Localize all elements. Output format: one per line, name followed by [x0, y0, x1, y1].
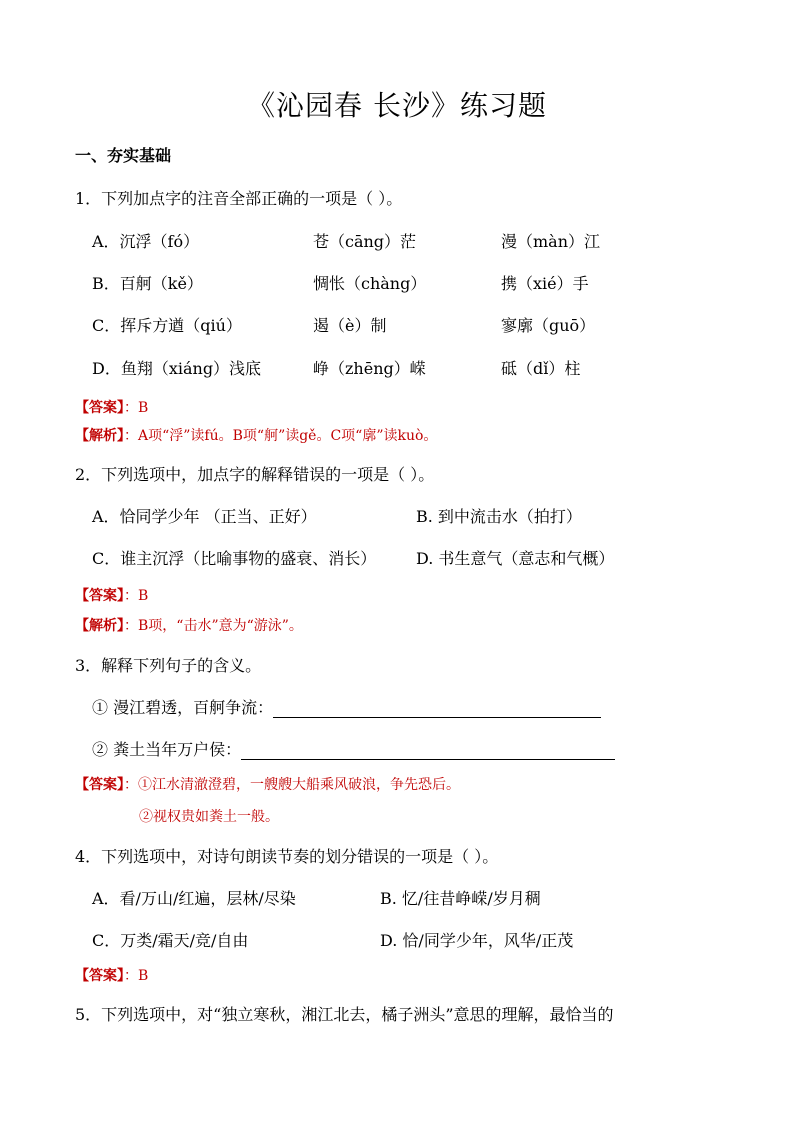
q4-option-c: C．万类/霜天/竞/自由: [92, 931, 249, 950]
analysis-text: ：B项，“击水”意为“游泳”。: [124, 618, 303, 634]
q1-option-d-3: 砥（dǐ）柱: [501, 359, 581, 378]
q1-option-b-1: B．百舸（kě）: [92, 274, 203, 293]
answer-text: ：B: [124, 968, 149, 984]
analysis-label: 【解析】: [75, 428, 124, 444]
answer-text: ：B: [124, 400, 149, 416]
q3-item-2: [92, 737, 615, 760]
q1-option-a-2: 苍（cāng）茫: [313, 232, 417, 251]
q1-option-a-3: 漫（màn）江: [501, 232, 601, 251]
q4-option-b: B. 忆/往昔峥嵘/岁月稠: [380, 889, 541, 908]
q2-option-a: A．恰同学少年 （正当、正好）: [92, 507, 317, 526]
question-4-stem: 4．下列选项中，对诗句朗读节奏的划分错误的一项是（ ）。: [75, 847, 499, 866]
answer-label: 【答案】: [75, 968, 124, 984]
answer-label: 【答案】: [75, 777, 124, 793]
q1-option-d-2: 峥（zhēng）嵘: [313, 359, 426, 378]
question-2-stem: 2．下列选项中，加点字的解释错误的一项是（ ）。: [75, 465, 435, 484]
analysis-text: ：A项“浮”读fú。B项“舸”读gě。C项“廓”读kuò。: [124, 428, 438, 444]
q3-item-2-blank[interactable]: [241, 743, 615, 760]
q3-item-1: [92, 695, 601, 718]
answer-text-1: ：①江水清澈澄碧，一艘艘大船乘风破浪，争先恐后。: [124, 777, 460, 793]
q1-analysis: [75, 425, 437, 445]
q1-option-b-2: 惆怅（chàng）: [313, 274, 427, 293]
q3-item-2-text: ② 粪土当年万户侯：: [92, 740, 242, 759]
answer-text: ：B: [124, 588, 149, 604]
q2-analysis: [75, 615, 303, 635]
q1-option-d-1: D．鱼翔（xiáng）浅底: [92, 359, 262, 378]
q1-option-c-2: 遏（è）制: [313, 316, 387, 335]
answer-label: 【答案】: [75, 588, 124, 604]
question-5-stem: 5．下列选项中，对“独立寒秋，湘江北去，橘子洲头”意思的理解，最恰当的: [75, 1005, 614, 1024]
section-heading: 一、夯实基础: [75, 146, 172, 165]
analysis-label: 【解析】: [75, 618, 124, 634]
q2-option-b: B. 到中流击水（拍打）: [416, 507, 582, 526]
q1-answer: [75, 397, 148, 417]
q3-item-1-text: ① 漫江碧透，百舸争流：: [92, 698, 274, 717]
q3-answer-2: ②视权贵如粪土一般。: [139, 809, 279, 825]
q1-option-c-3: 寥廓（guō）: [501, 316, 596, 335]
answer-label: 【答案】: [75, 400, 124, 416]
q2-option-d: D. 书生意气（意志和气概）: [416, 549, 615, 568]
q4-option-a: A．看/万山/红遍，层林/尽染: [92, 889, 296, 908]
question-1-stem: 1．下列加点字的注音全部正确的一项是（ ）。: [75, 189, 403, 208]
q4-answer: [75, 965, 148, 985]
page-title: 《沁园春 长沙》练习题: [247, 89, 547, 122]
q1-option-b-3: 携（xié）手: [501, 274, 589, 293]
q1-option-c-1: C．挥斥方遒（qiú）: [92, 316, 242, 335]
q2-answer: [75, 585, 148, 605]
q1-option-a-1: A．沉浮（fó）: [92, 232, 200, 251]
q3-answer: [75, 774, 460, 794]
q4-option-d: D. 恰/同学少年，风华/正茂: [380, 931, 574, 950]
question-3-stem: 3．解释下列句子的含义。: [75, 656, 262, 675]
q2-option-c: C．谁主沉浮（比喻事物的盛衰、消长）: [92, 549, 377, 568]
q3-item-1-blank[interactable]: [273, 701, 601, 718]
